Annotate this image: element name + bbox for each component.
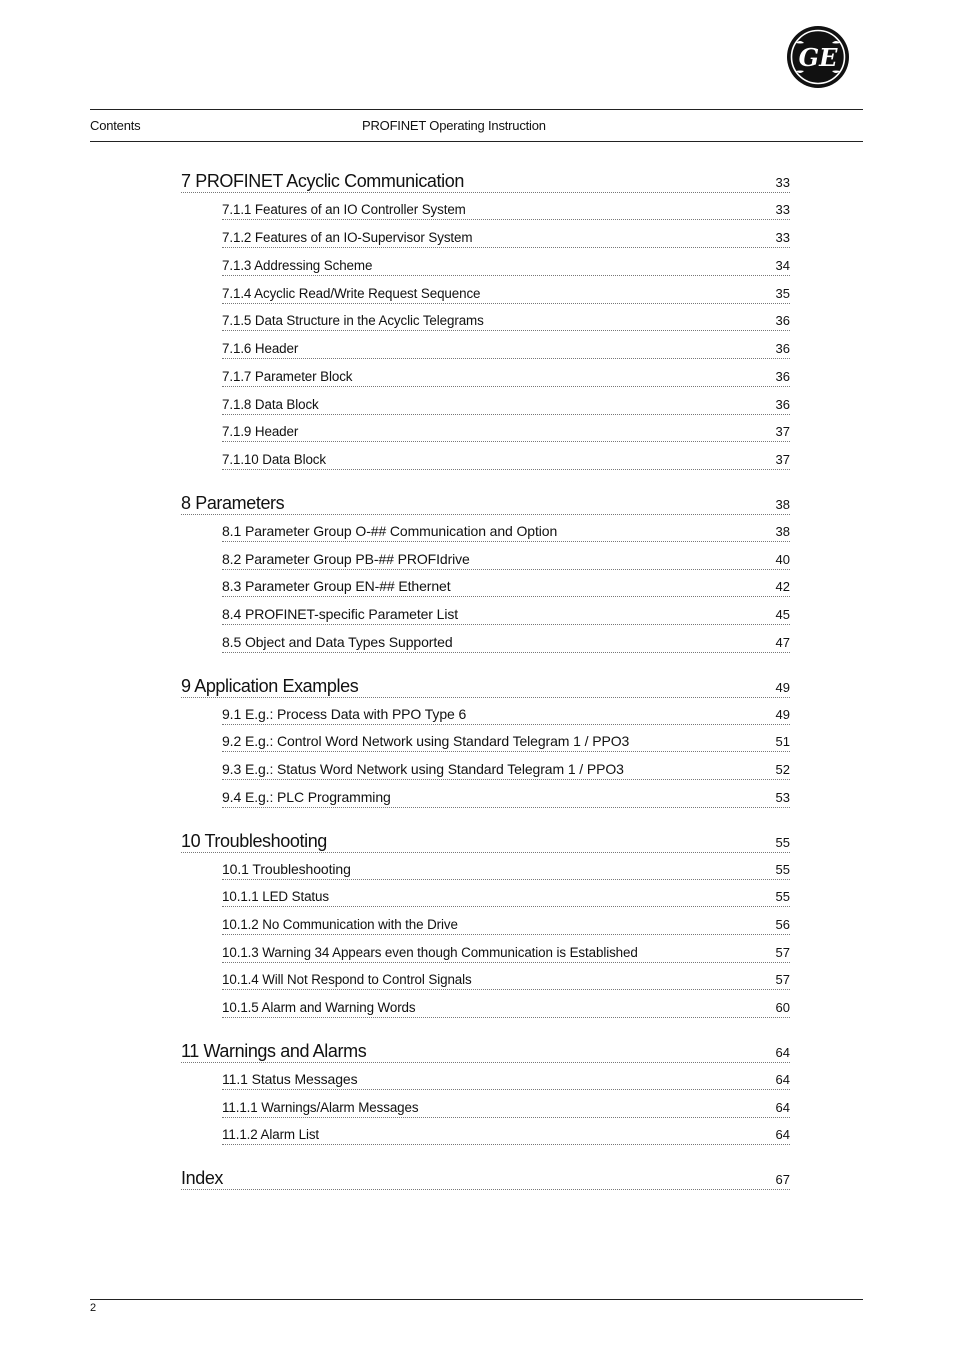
ge-logo xyxy=(786,25,850,89)
toc-section-entry-page-number: 36 xyxy=(775,341,790,356)
toc-section-entry[interactable] xyxy=(222,284,790,304)
toc-section-entry[interactable] xyxy=(222,915,790,935)
toc-section-entry-title: 8.3 Parameter Group EN-## Ethernet xyxy=(222,578,451,594)
toc-section-entry[interactable] xyxy=(222,970,790,990)
toc-section-entry[interactable] xyxy=(222,1098,790,1118)
toc-section-entry-page-number: 53 xyxy=(775,790,790,805)
toc-section-entry-title: 11.1.2 Alarm List xyxy=(222,1127,320,1142)
toc-section-entry[interactable] xyxy=(222,705,790,725)
toc-section-entry-title: 7.1.1 Features of an IO Controller System xyxy=(222,202,466,217)
toc-section-entry-page-number: 64 xyxy=(775,1072,790,1087)
toc-section-entry-page-number: 33 xyxy=(775,202,790,217)
toc-section-entry-page-number: 42 xyxy=(775,579,790,594)
toc-section-entry-title: 10.1.3 Warning 34 Appears even though Communication is Established xyxy=(222,945,638,960)
toc-section-entry-page-number: 57 xyxy=(775,945,790,960)
toc-section-entry-title: 9.1 E.g.: Process Data with PPO Type 6 xyxy=(222,706,467,722)
toc-section-entry-title: 7.1.9 Header xyxy=(222,424,299,439)
toc-section-entry[interactable] xyxy=(222,311,790,331)
toc-section-entry-page-number: 60 xyxy=(775,1000,790,1015)
toc-section-entry[interactable] xyxy=(222,1125,790,1145)
page-number: 2 xyxy=(90,1302,97,1314)
toc-section-entry-title: 7.1.10 Data Block xyxy=(222,452,326,467)
toc-section-entry[interactable] xyxy=(222,998,790,1018)
toc-section-entry[interactable] xyxy=(222,422,790,442)
running-header-section: Contents xyxy=(90,118,141,133)
toc-chapter-entry-page-number: 33 xyxy=(775,175,790,190)
toc-chapter-entry-page-number: 67 xyxy=(775,1172,790,1187)
toc-section-entry-title: 7.1.7 Parameter Block xyxy=(222,369,353,384)
toc-section-entry[interactable] xyxy=(222,256,790,276)
toc-section-entry-page-number: 36 xyxy=(775,397,790,412)
toc-chapter-entry-page-number: 64 xyxy=(775,1045,790,1060)
toc-section-entry-title: 10.1.4 Will Not Respond to Control Signals xyxy=(222,972,472,987)
toc-section-entry-title: 7.1.6 Header xyxy=(222,341,299,356)
toc-section-entry-title: 8.1 Parameter Group O-## Communication and Option xyxy=(222,523,558,539)
toc-section-entry[interactable] xyxy=(222,943,790,963)
toc-section-entry-page-number: 36 xyxy=(775,313,790,328)
toc-section-entry-page-number: 56 xyxy=(775,917,790,932)
toc-section-entry-page-number: 47 xyxy=(775,635,790,650)
toc-section-entry-page-number: 55 xyxy=(775,889,790,904)
toc-section-entry-title: 10.1.2 No Communication with the Drive xyxy=(222,917,458,932)
toc-section-entry-title: 7.1.8 Data Block xyxy=(222,397,319,412)
toc-chapter-entry[interactable] xyxy=(181,492,790,515)
toc-section-entry-page-number: 64 xyxy=(775,1100,790,1115)
toc-section-entry[interactable] xyxy=(222,760,790,780)
toc-section-entry-title: 9.4 E.g.: PLC Programming xyxy=(222,789,391,805)
toc-section-entry-title: 7.1.3 Addressing Scheme xyxy=(222,258,373,273)
toc-section-entry[interactable] xyxy=(222,605,790,625)
toc-section-entry-title: 8.5 Object and Data Types Supported xyxy=(222,634,453,650)
toc-chapter-entry-title: 7 PROFINET Acyclic Communication xyxy=(181,171,464,191)
toc-section-entry[interactable] xyxy=(222,200,790,220)
ge-logo-lettering: GE xyxy=(798,43,838,72)
toc-section-entry-page-number: 37 xyxy=(775,452,790,467)
toc-section-entry[interactable] xyxy=(222,788,790,808)
toc-section-entry-title: 11.1 Status Messages xyxy=(222,1071,358,1087)
toc-section-entry[interactable] xyxy=(222,522,790,542)
toc-chapter-entry-title: 10 Troubleshooting xyxy=(181,831,327,851)
toc-chapter-entry-title: 9 Application Examples xyxy=(181,676,359,696)
toc-section-entry[interactable] xyxy=(222,395,790,415)
toc-section-entry-title: 7.1.4 Acyclic Read/Write Request Sequence xyxy=(222,286,481,301)
toc-section-entry[interactable] xyxy=(222,228,790,248)
header-bottom-rule xyxy=(90,141,863,142)
toc-section-entry-page-number: 38 xyxy=(775,524,790,539)
toc-section-entry-page-number: 40 xyxy=(775,552,790,567)
toc-section-entry-title: 9.2 E.g.: Control Word Network using Standard Telegram 1 / PPO3 xyxy=(222,733,630,749)
toc-section-entry-title: 11.1.1 Warnings/Alarm Messages xyxy=(222,1100,419,1115)
toc-chapter-entry-page-number: 55 xyxy=(775,835,790,850)
toc-section-entry-page-number: 52 xyxy=(775,762,790,777)
toc-section-entry-title: 8.4 PROFINET-specific Parameter List xyxy=(222,606,459,622)
toc-chapter-entry-title: 11 Warnings and Alarms xyxy=(181,1041,367,1061)
toc-section-entry[interactable] xyxy=(222,450,790,470)
toc-section-entry-page-number: 64 xyxy=(775,1127,790,1142)
toc-section-entry-page-number: 49 xyxy=(775,707,790,722)
toc-section-entry[interactable] xyxy=(222,1070,790,1090)
toc-chapter-entry[interactable] xyxy=(181,1040,790,1063)
toc-section-entry[interactable] xyxy=(222,339,790,359)
toc-section-entry-title: 10.1.1 LED Status xyxy=(222,889,329,904)
toc-chapter-entry[interactable] xyxy=(181,1167,790,1190)
footer-rule xyxy=(90,1299,863,1300)
toc-section-entry-title: 10.1 Troubleshooting xyxy=(222,861,351,877)
toc-chapter-entry[interactable] xyxy=(181,675,790,698)
toc-chapter-entry-page-number: 38 xyxy=(775,497,790,512)
toc-chapter-entry[interactable] xyxy=(181,170,790,193)
toc-section-entry-page-number: 57 xyxy=(775,972,790,987)
toc-section-entry[interactable] xyxy=(222,550,790,570)
toc-section-entry-page-number: 36 xyxy=(775,369,790,384)
toc-section-entry-page-number: 51 xyxy=(775,734,790,749)
toc-section-entry[interactable] xyxy=(222,633,790,653)
header-top-rule xyxy=(90,109,863,110)
toc-section-entry-page-number: 55 xyxy=(775,862,790,877)
toc-section-entry[interactable] xyxy=(222,860,790,880)
toc-section-entry-title: 7.1.5 Data Structure in the Acyclic Telegrams xyxy=(222,313,484,328)
toc-section-entry[interactable] xyxy=(222,732,790,752)
running-header-document-title: PROFINET Operating Instruction xyxy=(362,118,546,133)
toc-section-entry[interactable] xyxy=(222,887,790,907)
toc-section-entry-title: 8.2 Parameter Group PB-## PROFIdrive xyxy=(222,551,470,567)
ge-monogram-logo-icon xyxy=(786,25,850,89)
toc-section-entry-title: 7.1.2 Features of an IO-Supervisor System xyxy=(222,230,473,245)
toc-chapter-entry-page-number: 49 xyxy=(775,680,790,695)
toc-chapter-entry[interactable] xyxy=(181,830,790,853)
toc-section-entry[interactable] xyxy=(222,577,790,597)
toc-section-entry-title: 9.3 E.g.: Status Word Network using Standard Telegram 1 / PPO3 xyxy=(222,761,624,777)
toc-section-entry-page-number: 45 xyxy=(775,607,790,622)
toc-chapter-entry-title: 8 Parameters xyxy=(181,493,285,513)
toc-chapter-entry-title: Index xyxy=(181,1168,224,1188)
toc-section-entry-title: 10.1.5 Alarm and Warning Words xyxy=(222,1000,416,1015)
toc-section-entry[interactable] xyxy=(222,367,790,387)
toc-section-entry-page-number: 37 xyxy=(775,424,790,439)
toc-section-entry-page-number: 35 xyxy=(775,286,790,301)
toc-section-entry-page-number: 34 xyxy=(775,258,790,273)
toc-section-entry-page-number: 33 xyxy=(775,230,790,245)
